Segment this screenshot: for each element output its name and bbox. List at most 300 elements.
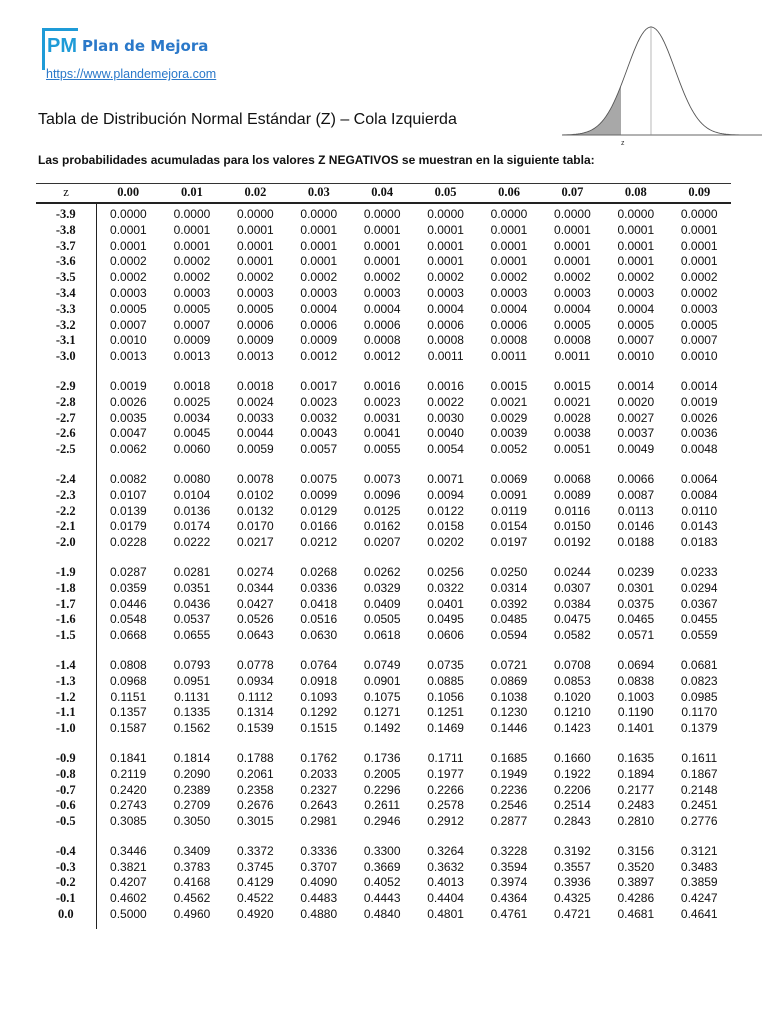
- probability-cell: 0.0002: [554, 270, 591, 285]
- table-row: [36, 488, 731, 504]
- probability-cell: 0.0262: [363, 564, 401, 579]
- probability-cell: 0.4602: [110, 891, 147, 906]
- site-link[interactable]: https://www.plandemejora.com: [46, 67, 217, 81]
- probability-cell: 0.0068: [554, 471, 591, 486]
- probability-cell: 0.0409: [363, 596, 401, 611]
- probability-cell: 0.0001: [110, 222, 147, 237]
- probability-cell: 0.0027: [617, 410, 655, 425]
- probability-cell: 0.4090: [300, 875, 338, 890]
- z-value: -3.1: [36, 333, 96, 349]
- table-row: [36, 302, 731, 318]
- probability-cell: 0.2709: [173, 798, 211, 813]
- probability-cell: 0.0024: [237, 394, 274, 409]
- table-row: [36, 875, 731, 891]
- probability-cell: 0.0918: [300, 673, 338, 688]
- probability-cell: 0.0007: [617, 333, 655, 348]
- table-row: [36, 748, 731, 767]
- column-header: 0.05: [414, 184, 477, 204]
- probability-cell: 0.4364: [490, 891, 528, 906]
- probability-cell: 0.0455: [680, 612, 718, 627]
- probability-cell: 0.0307: [554, 580, 591, 595]
- probability-cell: 0.0436: [173, 596, 211, 611]
- table-row: [36, 254, 731, 270]
- probability-cell: 0.0250: [490, 564, 528, 579]
- probability-cell: 0.3974: [490, 875, 528, 890]
- probability-cell: 0.0001: [173, 222, 211, 237]
- probability-cell: 0.0094: [427, 487, 464, 502]
- row-group: [36, 469, 731, 551]
- probability-cell: 0.0001: [300, 254, 338, 269]
- probability-cell: 0.0000: [173, 207, 211, 221]
- probability-cell: 0.0003: [617, 285, 655, 300]
- table-row: [36, 891, 731, 907]
- probability-cell: 0.1894: [617, 766, 655, 781]
- bell-curve-figure: [562, 20, 762, 148]
- probability-cell: 0.0001: [363, 238, 401, 253]
- probability-cell: 0.0001: [110, 238, 147, 253]
- probability-cell: 0.2676: [237, 798, 274, 813]
- probability-cell: 0.0735: [427, 657, 464, 672]
- probability-cell: 0.0004: [363, 301, 401, 316]
- probability-cell: 0.1230: [490, 705, 528, 720]
- probability-cell: 0.0505: [363, 612, 401, 627]
- z-column-header: z: [36, 184, 96, 204]
- probability-cell: 0.0039: [490, 426, 528, 441]
- probability-cell: 0.1401: [617, 721, 655, 736]
- probability-cell: 0.1003: [617, 689, 655, 704]
- probability-cell: 0.3669: [363, 859, 401, 874]
- probability-cell: 0.0001: [363, 222, 401, 237]
- probability-cell: 0.2389: [173, 782, 211, 797]
- z-value: -0.8: [36, 767, 96, 783]
- table-row: [36, 814, 731, 830]
- table-row: [36, 333, 731, 349]
- probability-cell: 0.0075: [300, 471, 338, 486]
- probability-cell: 0.0630: [300, 628, 338, 643]
- probability-cell: 0.1020: [554, 689, 591, 704]
- probability-cell: 0.0099: [300, 487, 338, 502]
- table-row: [36, 469, 731, 488]
- probability-cell: 0.0062: [110, 442, 147, 457]
- probability-cell: 0.0003: [490, 285, 528, 300]
- probability-cell: 0.0009: [237, 333, 274, 348]
- probability-cell: 0.2611: [364, 798, 401, 813]
- probability-cell: 0.0934: [237, 673, 274, 688]
- probability-cell: 0.0968: [110, 673, 147, 688]
- probability-cell: 0.0013: [173, 349, 211, 364]
- probability-cell: 0.1075: [363, 689, 401, 704]
- probability-cell: 0.0244: [554, 564, 591, 579]
- table-row: [36, 597, 731, 613]
- row-group: [36, 655, 731, 737]
- probability-cell: 0.0122: [427, 503, 464, 518]
- table-row: [36, 223, 731, 239]
- probability-cell: 0.0000: [554, 207, 591, 221]
- probability-cell: 0.0005: [617, 317, 655, 332]
- probability-cell: 0.0102: [237, 487, 274, 502]
- probability-cell: 0.1335: [173, 705, 211, 720]
- row-group: [36, 376, 731, 458]
- table-row: [36, 860, 731, 876]
- probability-cell: 0.0001: [554, 238, 591, 253]
- probability-cell: 0.0001: [173, 238, 211, 253]
- probability-cell: 0.0004: [554, 301, 591, 316]
- probability-cell: 0.1379: [680, 721, 718, 736]
- probability-cell: 0.0001: [363, 254, 401, 269]
- probability-cell: 0.0003: [110, 285, 147, 300]
- column-header: 0.08: [604, 184, 667, 204]
- probability-cell: 0.4207: [110, 875, 147, 890]
- probability-cell: 0.0119: [491, 503, 527, 518]
- probability-cell: 0.0026: [680, 410, 718, 425]
- probability-cell: 0.0089: [554, 487, 591, 502]
- probability-cell: 0.0446: [110, 596, 147, 611]
- probability-cell: 0.0001: [617, 238, 655, 253]
- probability-cell: 0.0054: [427, 442, 464, 457]
- probability-cell: 0.2358: [237, 782, 274, 797]
- probability-cell: 0.4681: [617, 907, 655, 922]
- probability-cell: 0.0010: [110, 333, 147, 348]
- probability-cell: 0.1611: [681, 750, 718, 765]
- probability-cell: 0.0174: [173, 519, 211, 534]
- probability-cell: 0.0008: [490, 333, 528, 348]
- probability-cell: 0.3264: [427, 843, 464, 858]
- probability-cell: 0.0011: [427, 349, 464, 364]
- probability-cell: 0.1469: [427, 721, 464, 736]
- probability-cell: 0.0003: [427, 285, 464, 300]
- probability-cell: 0.0002: [110, 270, 147, 285]
- probability-cell: 0.0006: [300, 317, 338, 332]
- z-value: -3.0: [36, 349, 96, 365]
- row-group: [36, 841, 731, 929]
- table-row: [36, 562, 731, 581]
- table-row: [36, 239, 731, 255]
- probability-cell: 0.2451: [680, 798, 718, 813]
- probability-cell: 0.0222: [173, 535, 211, 550]
- probability-cell: 0.0239: [617, 564, 655, 579]
- probability-cell: 0.0001: [680, 222, 718, 237]
- probability-cell: 0.0001: [237, 238, 274, 253]
- table-row: [36, 203, 731, 223]
- probability-cell: 0.0212: [300, 535, 338, 550]
- probability-cell: 0.0107: [110, 487, 147, 502]
- probability-cell: 0.0002: [173, 270, 211, 285]
- z-value: -3.5: [36, 270, 96, 286]
- probability-cell: 0.0002: [173, 254, 211, 269]
- probability-cell: 0.0080: [173, 471, 211, 486]
- table-row: [36, 504, 731, 520]
- z-value: -3.8: [36, 223, 96, 239]
- probability-cell: 0.0021: [554, 394, 591, 409]
- probability-cell: 0.3409: [173, 843, 211, 858]
- table-row: [36, 907, 731, 929]
- z-value: -1.7: [36, 597, 96, 613]
- probability-cell: 0.1762: [300, 750, 338, 765]
- table-row: [36, 426, 731, 442]
- probability-cell: 0.4840: [363, 907, 401, 922]
- probability-cell: 0.0012: [300, 349, 338, 364]
- probability-cell: 0.3446: [110, 843, 147, 858]
- z-value: -3.9: [36, 203, 96, 223]
- probability-cell: 0.3594: [490, 859, 528, 874]
- probability-cell: 0.0901: [363, 673, 401, 688]
- probability-cell: 0.0014: [617, 378, 655, 393]
- probability-cell: 0.0038: [554, 426, 591, 441]
- probability-cell: 0.0000: [110, 207, 147, 221]
- probability-cell: 0.2843: [554, 814, 591, 829]
- probability-cell: 0.0351: [173, 580, 211, 595]
- left-tail-shaded-area: [562, 86, 621, 135]
- probability-cell: 0.0006: [237, 317, 274, 332]
- probability-cell: 0.0001: [617, 254, 655, 269]
- probability-cell: 0.0037: [617, 426, 655, 441]
- probability-cell: 0.4052: [363, 875, 401, 890]
- probability-cell: 0.1949: [490, 766, 528, 781]
- column-header: 0.04: [350, 184, 413, 204]
- probability-cell: 0.1867: [680, 766, 718, 781]
- probability-cell: 0.2090: [173, 766, 211, 781]
- probability-cell: 0.1841: [110, 750, 147, 765]
- probability-cell: 0.3707: [300, 859, 338, 874]
- probability-cell: 0.0668: [110, 628, 147, 643]
- table-row: [36, 349, 731, 365]
- probability-cell: 0.4247: [680, 891, 718, 906]
- z-value: -0.9: [36, 748, 96, 767]
- probability-cell: 0.2912: [427, 814, 464, 829]
- probability-cell: 0.0294: [680, 580, 718, 595]
- z-value: -1.8: [36, 581, 96, 597]
- probability-cell: 0.0040: [427, 426, 464, 441]
- probability-cell: 0.4721: [554, 907, 591, 922]
- probability-cell: 0.0146: [617, 519, 655, 534]
- probability-cell: 0.0001: [617, 222, 655, 237]
- probability-cell: 0.0001: [554, 222, 591, 237]
- logo-name: Plan de Mejora: [82, 37, 209, 55]
- probability-cell: 0.0015: [554, 378, 591, 393]
- probability-cell: 0.2061: [237, 766, 274, 781]
- column-header: 0.00: [96, 184, 160, 204]
- probability-cell: 0.0048: [680, 442, 718, 457]
- probability-cell: 0.0495: [427, 612, 464, 627]
- column-header: 0.07: [541, 184, 604, 204]
- table-row: [36, 798, 731, 814]
- probability-cell: 0.0005: [237, 301, 274, 316]
- probability-cell: 0.3085: [110, 814, 147, 829]
- probability-cell: 0.0002: [617, 270, 655, 285]
- probability-cell: 0.0485: [490, 612, 528, 627]
- probability-cell: 0.1131: [174, 689, 210, 704]
- probability-cell: 0.2981: [300, 814, 338, 829]
- probability-cell: 0.1151: [110, 689, 147, 704]
- table-row: [36, 519, 731, 535]
- z-value: -0.5: [36, 814, 96, 830]
- probability-cell: 0.0401: [427, 596, 464, 611]
- probability-cell: 0.0007: [110, 317, 147, 332]
- probability-cell: 0.0548: [110, 612, 147, 627]
- probability-cell: 0.0064: [680, 471, 718, 486]
- z-value: -1.6: [36, 612, 96, 628]
- probability-cell: 0.0001: [427, 254, 464, 269]
- z-value: -3.7: [36, 239, 96, 255]
- probability-cell: 0.3050: [173, 814, 211, 829]
- probability-cell: 0.0003: [300, 285, 338, 300]
- probability-cell: 0.0001: [237, 222, 274, 237]
- probability-cell: 0.0087: [617, 487, 655, 502]
- probability-cell: 0.0032: [300, 410, 338, 425]
- probability-cell: 0.0006: [490, 317, 528, 332]
- probability-cell: 0.0084: [680, 487, 718, 502]
- probability-cell: 0.3557: [554, 859, 591, 874]
- probability-cell: 0.0217: [237, 535, 274, 550]
- probability-cell: 0.0197: [490, 535, 528, 550]
- probability-cell: 0.1190: [617, 705, 654, 720]
- table-row: [36, 705, 731, 721]
- probability-cell: 0.0256: [427, 564, 464, 579]
- z-value: -1.2: [36, 690, 96, 706]
- probability-cell: 0.0793: [173, 657, 211, 672]
- probability-cell: 0.0003: [363, 285, 401, 300]
- probability-cell: 0.0853: [554, 673, 591, 688]
- table-row: [36, 767, 731, 783]
- probability-cell: 0.3859: [680, 875, 718, 890]
- probability-cell: 0.1736: [363, 750, 401, 765]
- probability-cell: 0.2206: [554, 782, 591, 797]
- probability-cell: 0.0606: [427, 628, 464, 643]
- probability-cell: 0.0465: [617, 612, 655, 627]
- table-row: [36, 318, 731, 334]
- probability-cell: 0.0475: [554, 612, 591, 627]
- probability-cell: 0.1587: [110, 721, 147, 736]
- probability-cell: 0.0110: [681, 503, 718, 518]
- z-value: -0.1: [36, 891, 96, 907]
- probability-cell: 0.0116: [554, 503, 591, 518]
- probability-cell: 0.1251: [427, 705, 464, 720]
- z-value: -1.9: [36, 562, 96, 581]
- probability-cell: 0.0049: [617, 442, 655, 457]
- z-value: -0.3: [36, 860, 96, 876]
- probability-cell: 0.3372: [237, 843, 274, 858]
- probability-cell: 0.0301: [617, 580, 655, 595]
- probability-cell: 0.1492: [363, 721, 401, 736]
- probability-cell: 0.0150: [554, 519, 591, 534]
- probability-cell: 0.2266: [427, 782, 464, 797]
- probability-cell: 0.2119: [110, 766, 147, 781]
- probability-cell: 0.0418: [300, 596, 338, 611]
- probability-cell: 0.1093: [300, 689, 338, 704]
- probability-cell: 0.0002: [490, 270, 528, 285]
- probability-cell: 0.2148: [680, 782, 718, 797]
- probability-cell: 0.2810: [617, 814, 655, 829]
- probability-cell: 0.0132: [237, 503, 274, 518]
- probability-cell: 0.1660: [554, 750, 591, 765]
- probability-cell: 0.0004: [427, 301, 464, 316]
- probability-cell: 0.0030: [427, 410, 464, 425]
- probability-cell: 0.0055: [363, 442, 401, 457]
- probability-cell: 0.1056: [427, 689, 464, 704]
- z-value: -2.1: [36, 519, 96, 535]
- probability-cell: 0.0125: [363, 503, 401, 518]
- probability-cell: 0.0006: [427, 317, 464, 332]
- probability-cell: 0.0001: [680, 238, 718, 253]
- z-value: -2.5: [36, 442, 96, 458]
- probability-cell: 0.0008: [554, 333, 591, 348]
- z-value: -2.8: [36, 395, 96, 411]
- probability-cell: 0.0023: [363, 394, 401, 409]
- probability-cell: 0.0000: [300, 207, 338, 221]
- probability-cell: 0.0012: [363, 349, 401, 364]
- probability-cell: 0.0274: [237, 564, 274, 579]
- probability-cell: 0.0951: [173, 673, 211, 688]
- probability-cell: 0.0384: [554, 596, 591, 611]
- probability-cell: 0.0011: [554, 349, 591, 364]
- probability-cell: 0.0885: [427, 673, 464, 688]
- probability-cell: 0.4880: [300, 907, 338, 922]
- probability-cell: 0.0344: [237, 580, 274, 595]
- probability-cell: 0.0559: [680, 628, 718, 643]
- probability-cell: 0.1210: [554, 705, 591, 720]
- probability-cell: 0.2177: [617, 782, 655, 797]
- probability-cell: 0.1357: [110, 705, 147, 720]
- probability-cell: 0.1170: [681, 705, 718, 720]
- probability-cell: 0.0001: [490, 238, 528, 253]
- probability-cell: 0.1292: [300, 705, 338, 720]
- probability-cell: 0.0017: [300, 378, 338, 393]
- probability-cell: 0.0359: [110, 580, 147, 595]
- probability-cell: 0.0000: [427, 207, 464, 221]
- probability-cell: 0.0011: [491, 349, 527, 364]
- probability-cell: 0.4129: [237, 875, 274, 890]
- probability-cell: 0.0287: [110, 564, 147, 579]
- probability-cell: 0.4960: [173, 907, 211, 922]
- probability-cell: 0.0281: [173, 564, 211, 579]
- probability-cell: 0.0091: [490, 487, 528, 502]
- z-value: -2.7: [36, 411, 96, 427]
- probability-cell: 0.0129: [300, 503, 338, 518]
- probability-cell: 0.3121: [680, 843, 718, 858]
- row-group: [36, 562, 731, 644]
- probability-cell: 0.0003: [554, 285, 591, 300]
- table-row: [36, 581, 731, 597]
- probability-cell: 0.0778: [237, 657, 274, 672]
- table-row: [36, 655, 731, 674]
- probability-cell: 0.2033: [300, 766, 338, 781]
- table-row: [36, 612, 731, 628]
- probability-cell: 0.0537: [173, 612, 211, 627]
- z-value: -0.6: [36, 798, 96, 814]
- probability-cell: 0.0000: [490, 207, 528, 221]
- probability-cell: 0.0162: [363, 519, 401, 534]
- probability-cell: 0.2296: [363, 782, 401, 797]
- z-value: -2.6: [36, 426, 96, 442]
- probability-cell: 0.4286: [617, 891, 655, 906]
- probability-cell: 0.0007: [680, 333, 718, 348]
- probability-cell: 0.2578: [427, 798, 464, 813]
- probability-cell: 0.0036: [680, 426, 718, 441]
- table-row: [36, 674, 731, 690]
- probability-cell: 0.3520: [617, 859, 655, 874]
- probability-cell: 0.3897: [617, 875, 655, 890]
- probability-cell: 0.2327: [300, 782, 338, 797]
- probability-cell: 0.0823: [680, 673, 718, 688]
- probability-cell: 0.0069: [490, 471, 528, 486]
- probability-cell: 0.0179: [110, 519, 147, 534]
- probability-cell: 0.2776: [680, 814, 718, 829]
- probability-cell: 0.3783: [173, 859, 211, 874]
- probability-cell: 0.4641: [680, 907, 718, 922]
- column-header: 0.09: [668, 184, 731, 204]
- probability-cell: 0.3936: [554, 875, 591, 890]
- probability-cell: 0.1788: [237, 750, 274, 765]
